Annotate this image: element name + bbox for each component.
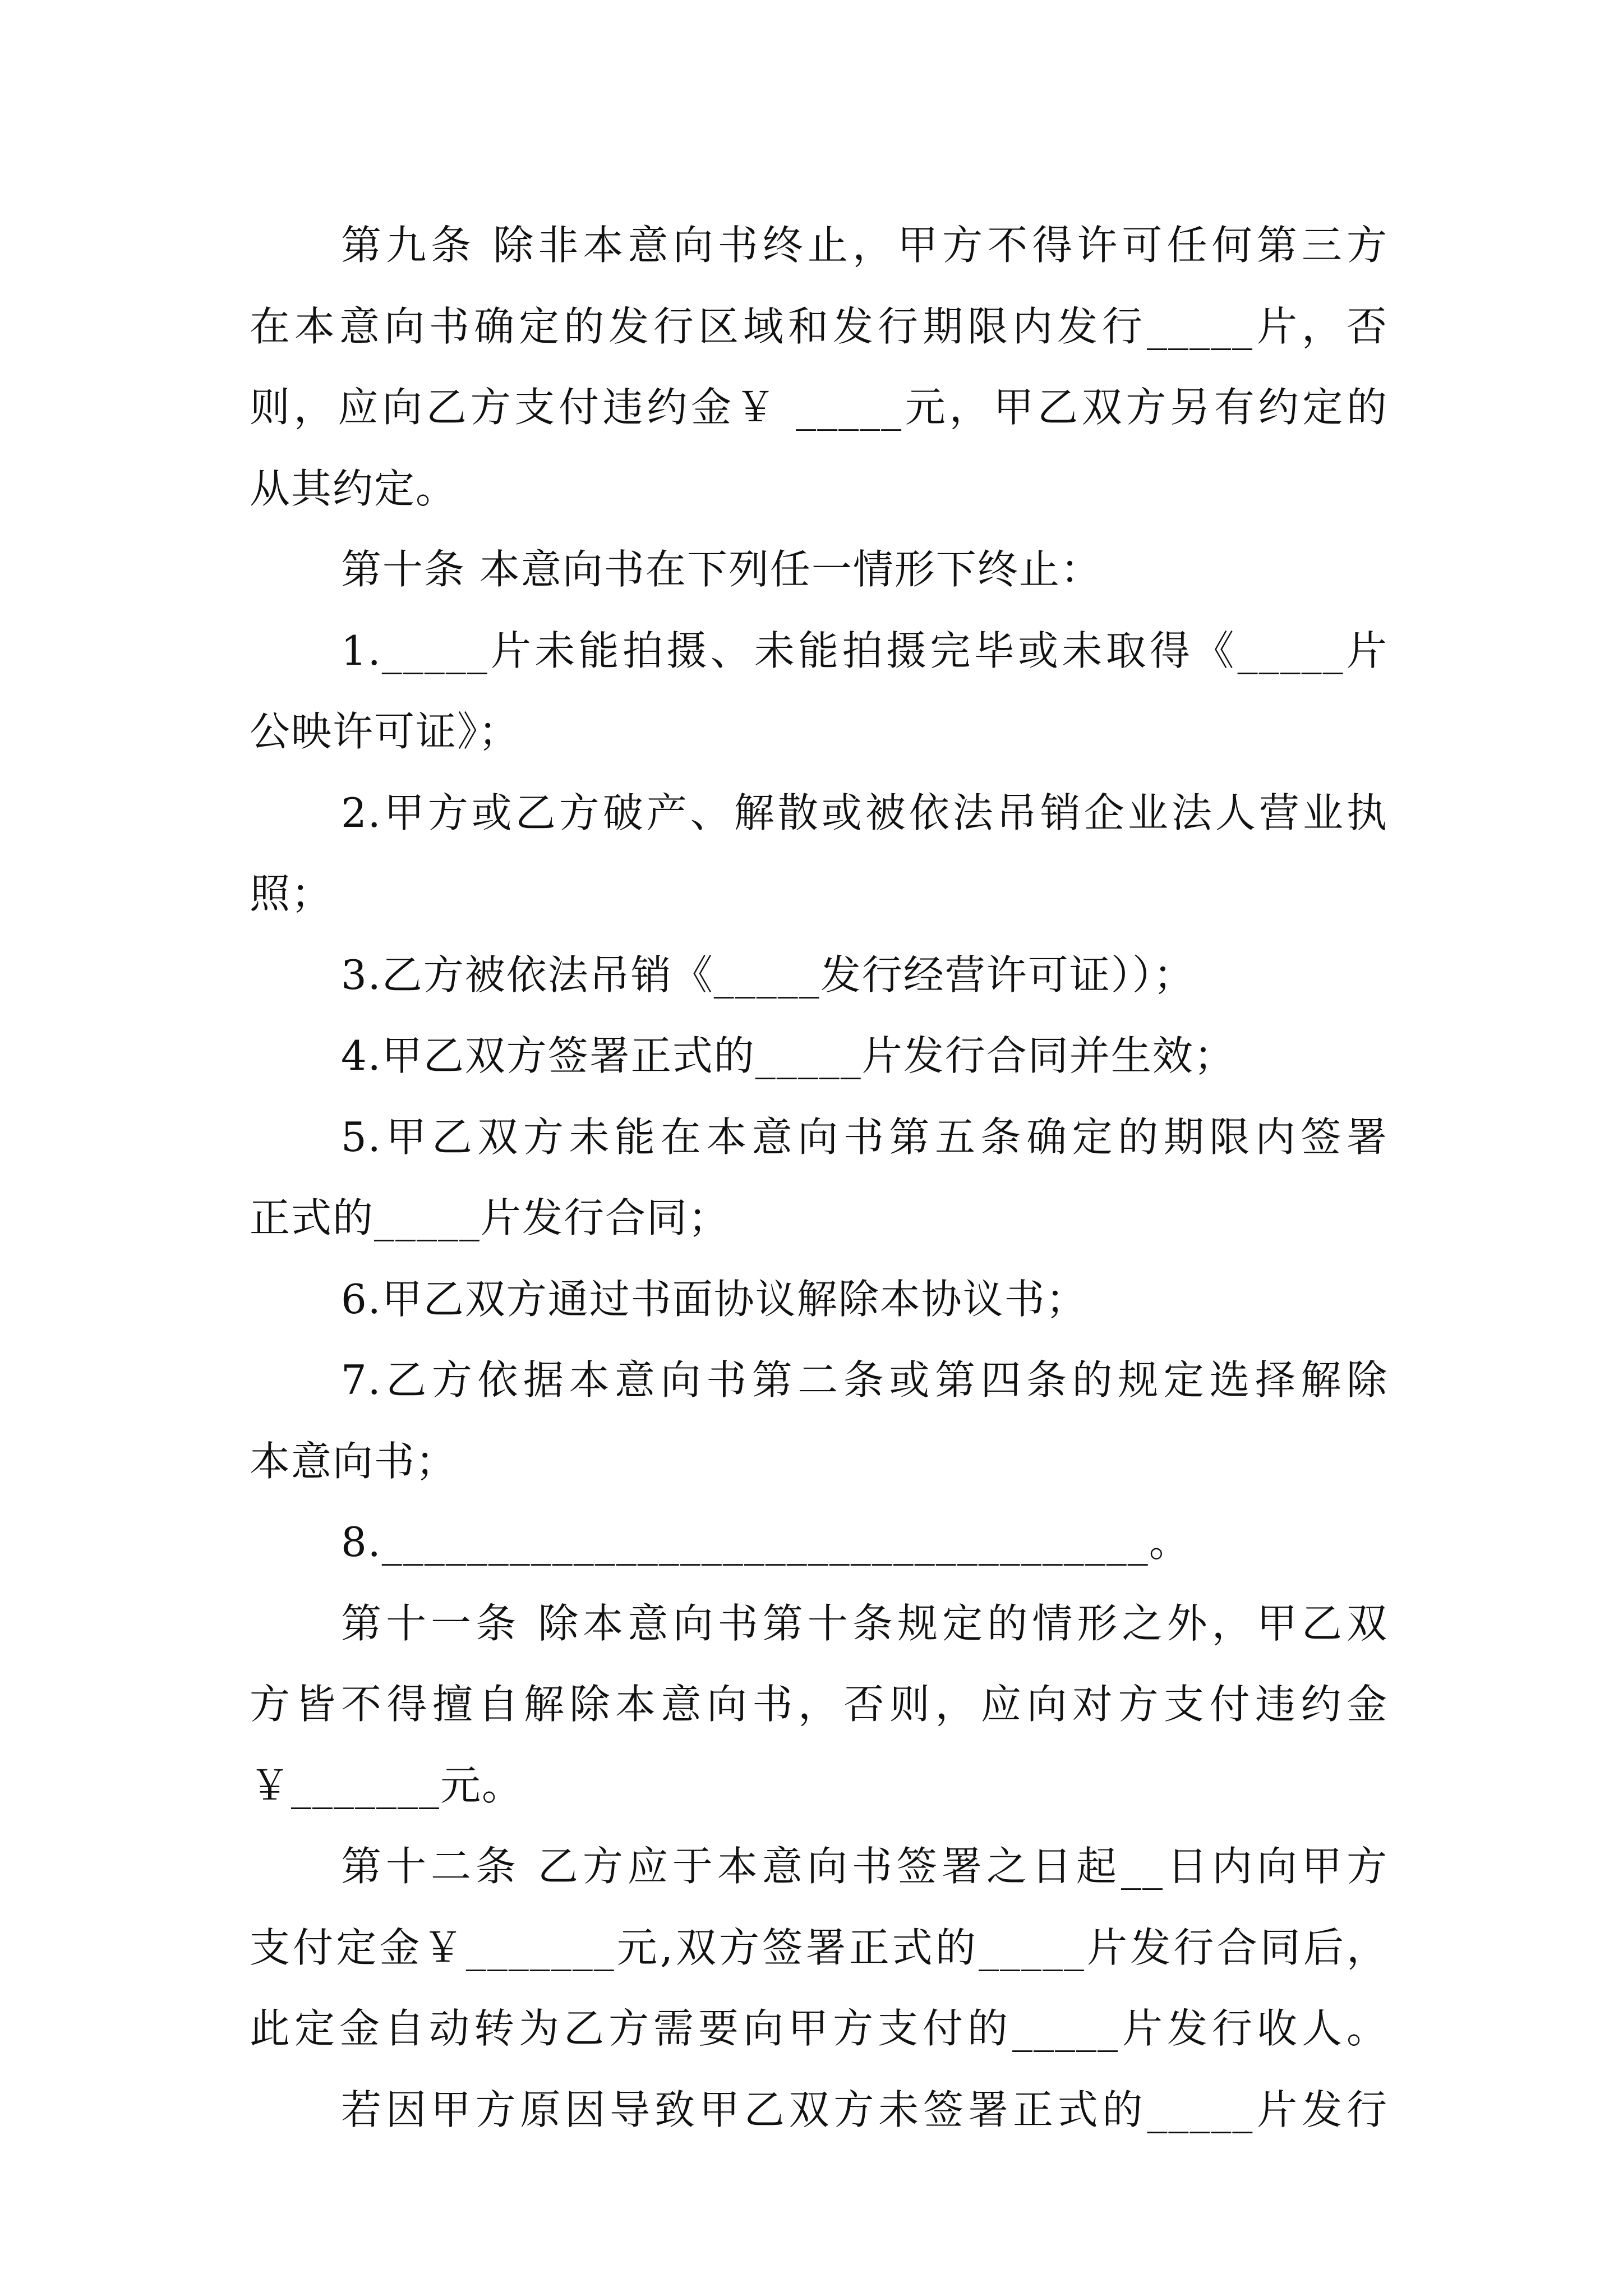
- text-line: 此定金自动转为乙方需要向甲方支付的_____片发行收人。: [250, 2005, 1388, 2052]
- text-line: 支付定金￥_______元,双方签署正式的_____片发行合同后，: [250, 1924, 1388, 1971]
- text-line: 第九条 除非本意向书终止，甲方不得许可任何第三方: [341, 222, 1388, 269]
- text-line: 第十一条 除本意向书第十条规定的情形之外，甲乙双: [341, 1599, 1388, 1647]
- text-line: 照；: [250, 870, 333, 917]
- contract-body: [250, 205, 1388, 2150]
- text-line: 5.甲乙双方未能在本意向书第五条确定的期限内签署: [341, 1113, 1388, 1161]
- text-line: ￥_______元。: [250, 1761, 524, 1809]
- text-line: 正式的_____片发行合同；: [250, 1194, 730, 1241]
- text-line: 在本意向书确定的发行区域和发行期限内发行_____片，否: [250, 302, 1388, 350]
- text-line: 1._____片未能拍摄、未能拍摄完毕或未取得《_____片: [341, 627, 1388, 674]
- text-line: 若因甲方原因导致甲乙双方未签署正式的_____片发行: [341, 2086, 1388, 2133]
- text-line: 第十二条 乙方应于本意向书签署之日起__日内向甲方: [341, 1843, 1388, 1890]
- text-line: 2.甲方或乙方破产、解散或被依法吊销企业法人营业执: [341, 789, 1388, 836]
- text-line: 3.乙方被依法吊销《_____发行经营许可证））；: [341, 951, 1195, 999]
- text-line: 4.甲乙双方签署正式的_____片发行合同并生效；: [341, 1032, 1235, 1079]
- text-line: 则，应向乙方支付违约金￥ _____元，甲乙双方另有约定的: [250, 384, 1388, 431]
- text-line: 方皆不得擅自解除本意向书，否则，应向对方支付违约金: [250, 1681, 1388, 1728]
- text-line: 8.____________________________________。: [341, 1519, 1191, 1566]
- text-line: 6.甲乙双方通过书面协议解除本协议书；: [341, 1275, 1087, 1323]
- text-line: 公映许可证》；: [250, 708, 520, 755]
- text-line: 7.乙方依据本意向书第二条或第四条的规定选择解除: [341, 1356, 1388, 1404]
- text-line: 本意向书；: [250, 1437, 458, 1485]
- text-line: 第十条 本意向书在下列任一情形下终止：: [341, 546, 1102, 593]
- text-line: 从其约定。: [250, 464, 458, 512]
